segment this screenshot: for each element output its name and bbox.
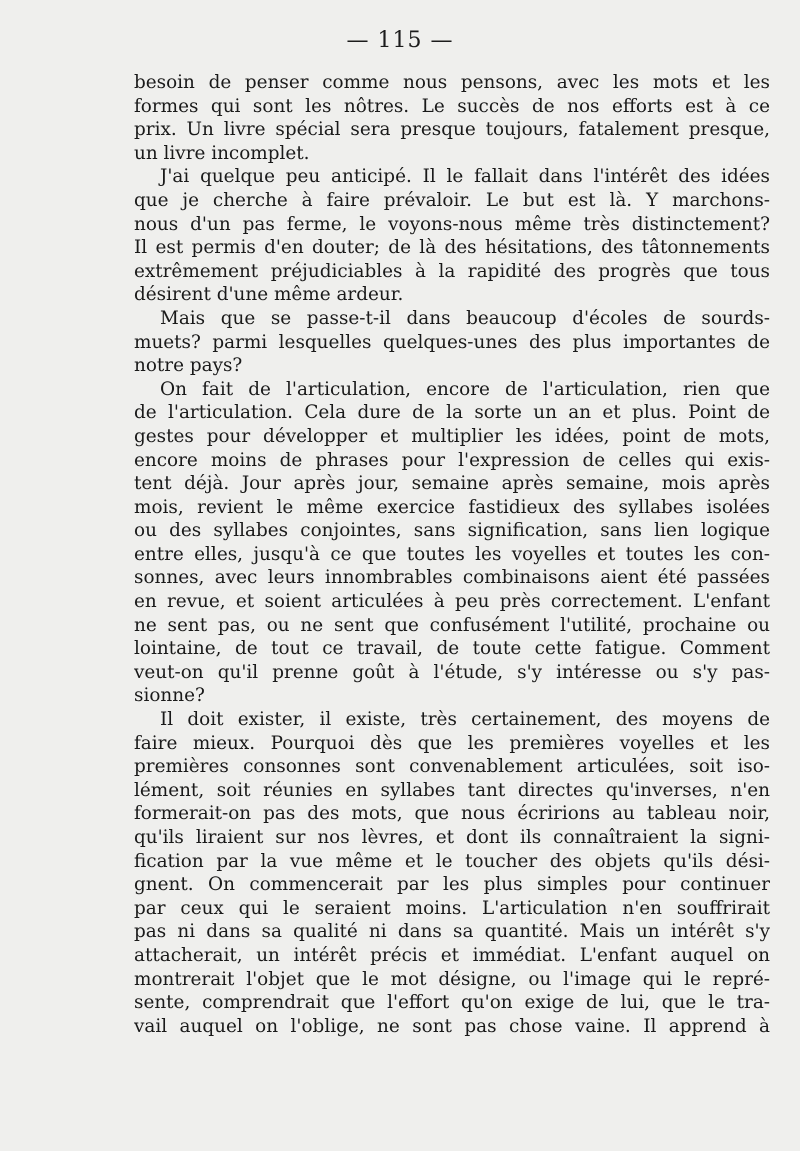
text-line: faire mieux. Pourquoi dès que les premières voyelles et les	[134, 732, 770, 754]
text-line: extrêmement préjudiciables à la rapidité des progrès que tous	[134, 260, 770, 282]
text-line: fication par la vue même et le toucher des objets qu'ils dési-	[134, 850, 770, 872]
text-line: premières consonnes sont convenablement articulées, soit iso-	[134, 756, 770, 778]
text-line: sionne?	[134, 685, 205, 707]
text-line: gnent. On commencerait par les plus simples pour continuer	[134, 874, 770, 896]
body-text	[134, 71, 770, 1038]
text-line: prix. Un livre spécial sera presque toujours, fatalement presque,	[134, 119, 770, 141]
text-line: Il est permis d'en douter; de là des hésitations, des tâtonnements	[134, 237, 770, 259]
text-line: sente, comprendrait que l'effort qu'on exige de lui, que le tra-	[134, 992, 770, 1014]
text-line: muets? parmi lesquelles quelques-unes des plus importantes de	[134, 331, 770, 353]
text-line: encore moins de phrases pour l'expression de celles qui exis-	[134, 449, 770, 471]
text-line: J'ai quelque peu anticipé. Il le fallait dans l'intérêt des idées	[160, 166, 770, 188]
text-line: formerait-on pas des mots, que nous écririons au tableau noir,	[134, 803, 770, 825]
text-line: en revue, et soient articulées à peu près correctement. L'enfant	[134, 591, 770, 613]
text-line: lointaine, de tout ce travail, de toute cette fatigue. Comment	[134, 638, 770, 660]
text-line: désirent d'une même ardeur.	[134, 284, 404, 306]
text-line: de l'articulation. Cela dure de la sorte un an et plus. Point de	[134, 402, 770, 424]
text-line: On fait de l'articulation, encore de l'articulation, rien que	[160, 378, 770, 400]
text-line: ou des syllabes conjointes, sans signification, sans lien logique	[134, 520, 770, 542]
text-line: gestes pour développer et multiplier les idées, point de mots,	[134, 425, 770, 447]
text-line: pas ni dans sa qualité ni dans sa quantité. Mais un intérêt s'y	[134, 921, 770, 943]
text-line: sonnes, avec leurs innombrables combinaisons aient été passées	[134, 567, 770, 589]
text-line: besoin de penser comme nous pensons, avec les mots et les	[134, 72, 770, 93]
text-line: montrerait l'objet que le mot désigne, ou l'image qui le repré-	[134, 968, 770, 990]
text-line: Mais que se passe-t-il dans beaucoup d'écoles de sourds-	[160, 307, 770, 329]
text-line: qu'ils liraient sur nos lèvres, et dont ils connaîtraient la signi-	[134, 827, 770, 848]
text-line: formes qui sont les nôtres. Le succès de nos efforts est à ce	[134, 95, 770, 117]
text-line: un livre incomplet.	[134, 142, 310, 164]
text-line: que je cherche à faire prévaloir. Le but est là. Y marchons-	[134, 189, 770, 211]
text-line: mois, revient le même exercice fastidieux des syllabes isolées	[134, 496, 770, 518]
text-line: veut-on qu'il prenne goût à l'étude, s'y intéresse ou s'y pas-	[134, 661, 770, 683]
text-line: notre pays?	[134, 355, 243, 377]
text-line: Il doit exister, il existe, très certainement, des moyens de	[160, 709, 770, 731]
text-line: ne sent pas, ou ne sent que confusément l'utilité, prochaine ou	[134, 614, 770, 636]
text-line: nous d'un pas ferme, le voyons-nous même très distinctement?	[134, 213, 770, 235]
text-line: attacherait, un intérêt précis et immédiat. L'enfant auquel on	[134, 944, 770, 966]
page-number: — 115 —	[346, 28, 454, 53]
text-line: entre elles, jusqu'à ce que toutes les voyelles et toutes les con-	[134, 543, 770, 565]
text-line: tent déjà. Jour après jour, semaine après semaine, mois après	[134, 473, 770, 495]
text-line: lément, soit réunies en syllabes tant directes qu'inverses, n'en	[134, 779, 770, 801]
text-line: par ceux qui le seraient moins. L'articulation n'en souffrirait	[134, 897, 770, 919]
text-line: vail auquel on l'oblige, ne sont pas chose vaine. Il apprend à	[134, 1015, 770, 1037]
